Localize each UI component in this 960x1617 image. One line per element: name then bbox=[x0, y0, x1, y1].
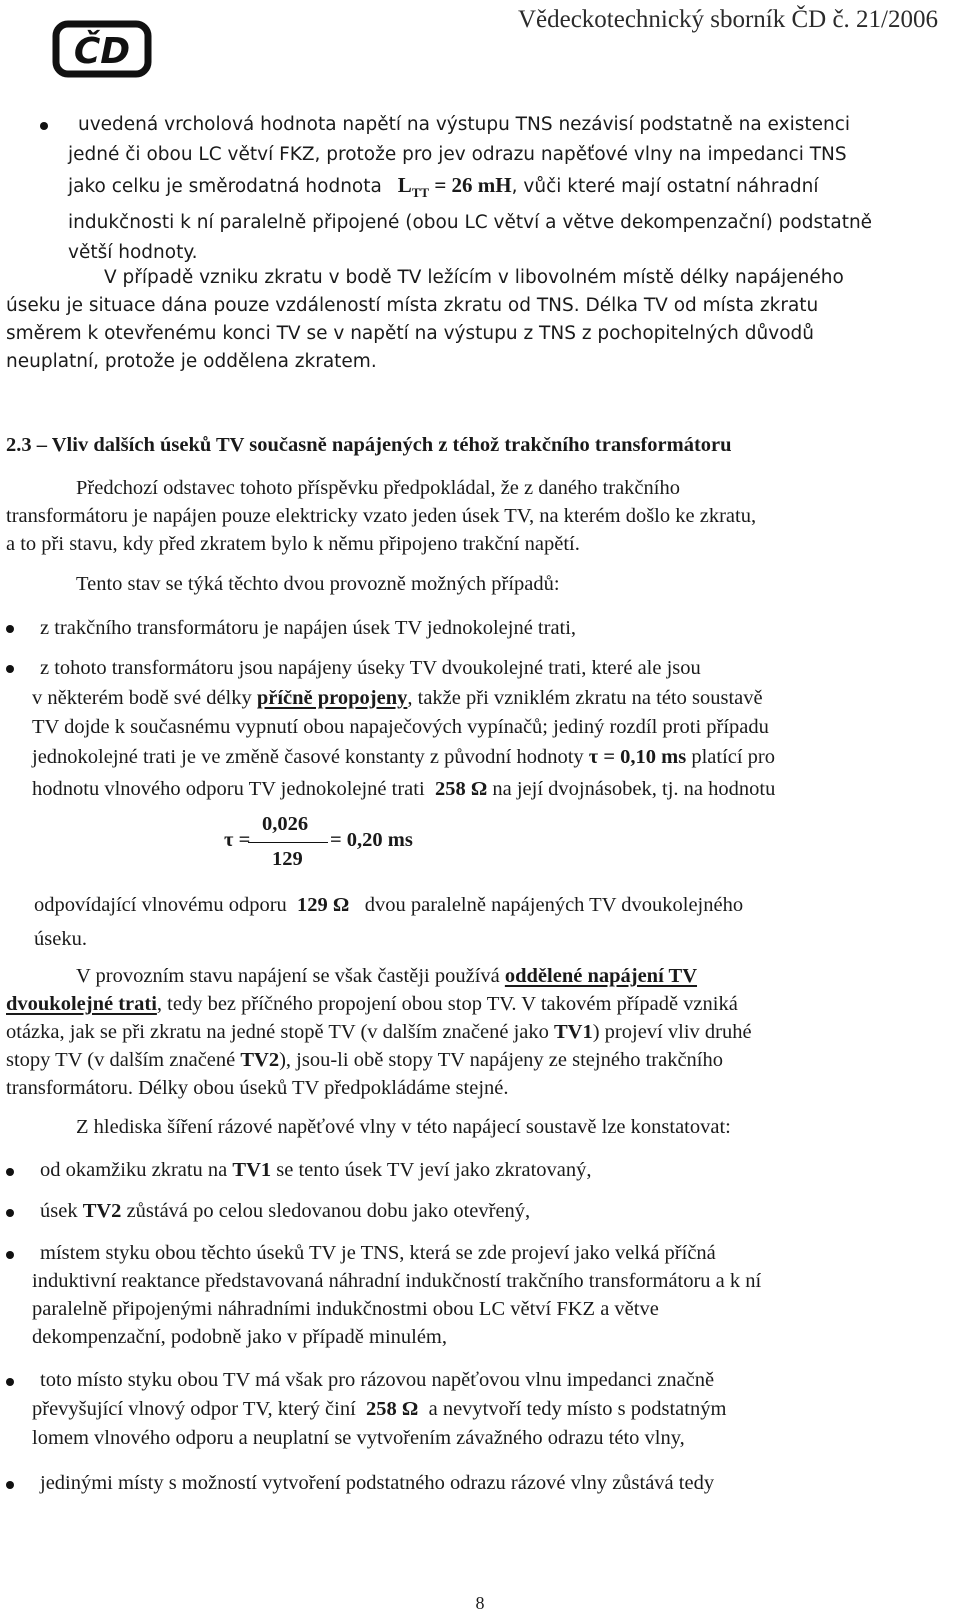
paragraph-provozni-stav: V provozním stavu napájení se však častěji používá oddělené napájení TV dvoukolejné trati, tedy bez příčného propojení obou stop TV. V takovém případě vzniká otázka, jak se při zkratu na jedné stopě TV (v dalším značené jako TV1) projeví vliv druhé stopy TV (v dalším značené TV2), jsou-li obě stopy TV napájeny ze stejného trakčního transformátoru. Délky obou úseků TV předpokládáme stejné. bbox=[6, 965, 752, 1099]
paragraph-predchozi: Předchozí odstavec tohoto příspěvku předpokládal, že z daného trakčního transformátoru je napájen pouze elektricky vzato jeden úsek TV, na kterém došlo ke zkratu, a to při stavu, kdy před zkratem bylo k němu připojeno trakční napětí. bbox=[6, 477, 757, 555]
bullet-icon bbox=[6, 665, 14, 673]
cd-logo-icon bbox=[52, 16, 152, 82]
section-heading: 2.3 – Vliv dalších úseků TV současně napájených z téhož trakčního transformátoru bbox=[6, 434, 732, 456]
list-item: od okamžiku zkratu na TV1 se tento úsek TV jeví jako zkratovaný, bbox=[40, 1159, 592, 1181]
case-item-1: z trakčního transformátoru je napájen úsek TV jednokolejné trati, bbox=[40, 617, 577, 639]
top-bullet-text: uvedená vrcholová hodnota napětí na výstupu TNS nezávisí podstatně na existenci jedné či obou LC větví FKZ, protože pro jev odrazu napěťové vlny na impedanci TNS jako celku je směrodatná hodnota $L_{TT} = 26$ mH, vůči které mají ostatní náhradní indukčnosti k ní paralelně připojené (obou LC větví a větve dekompenzační) podstatně větší hodnoty. bbox=[68, 114, 873, 264]
bullet-icon bbox=[6, 1378, 14, 1386]
formula-rhs: = 0,20 ms bbox=[330, 829, 413, 851]
list-item: jedinými místy s možností vytvoření podstatného odrazu rázové vlny zůstává tedy bbox=[40, 1472, 715, 1494]
formula-denominator: 129 bbox=[272, 848, 303, 870]
page-number: 8 bbox=[475, 1593, 485, 1613]
paragraph-zkrat: V případě vzniku zkratu v bodě TV ležícím v libovolném místě délky napájeného úseku je situace dána pouze vzdáleností místa zkratu od TNS. Délka TV od místa zkratu směrem k otevřenému konci TV se v napětí na výstupu z TNS z pochopitelných důvodů neuplatní, protože je oddělena zkratem. bbox=[6, 267, 844, 372]
bullet-icon bbox=[40, 122, 48, 130]
list-item: úsek TV2 zůstává po celou sledovanou dobu jako otevřený, bbox=[40, 1200, 531, 1222]
paragraph-tento-stav: Tento stav se týká těchto dvou provozně možných případů: bbox=[76, 573, 560, 595]
logo-text: ČD bbox=[73, 31, 131, 72]
fraction-bar bbox=[248, 842, 328, 843]
paragraph-odpovidajici: odpovídající vlnovému odporu 129 Ω dvou paralelně napájených TV dvoukolejného úseku. bbox=[34, 894, 744, 950]
list-item: místem styku obou těchto úseků TV je TNS, která se zde projeví jako velká příčná induktivní reaktance představovaná náhradní indukčností trakčního transformátoru a k ní paralelně připojenými náhradními indukčnostmi obou LC větví FKZ a větve dekompenzační, podobně jako v případě minulém, bbox=[32, 1242, 762, 1348]
bullet-icon bbox=[6, 1168, 14, 1176]
case-item-2: z tohoto transformátoru jsou napájeny úseky TV dvoukolejné trati, které ale jsou v některém bodě své délky příčně propojeny, takže při vzniklém zkratu na této soustavě TV dojde k současnému vypnutí obou napaječových vypínačů; jediný rozdíl proti případu jednokolejné trati je ve změně časové konstanty z původní hodnoty τ = 0,10 ms platící pro hodnotu vlnového odporu TV jednokolejné trati 258 Ω na její dvojnásobek, tj. na hodnotu bbox=[32, 657, 776, 800]
bullet-icon bbox=[6, 1209, 14, 1217]
paragraph-z-hlediska: Z hlediska šíření rázové napěťové vlny v této napájecí soustavě lze konstatovat: bbox=[76, 1116, 731, 1138]
bullet-icon bbox=[6, 1251, 14, 1259]
formula-lhs: τ = bbox=[224, 829, 251, 851]
formula-numerator: 0,026 bbox=[262, 813, 309, 835]
bullet-icon bbox=[6, 1481, 14, 1489]
bullet-icon bbox=[6, 625, 14, 633]
journal-title: Vědeckotechnický sborník ČD č. 21/2006 bbox=[517, 6, 938, 33]
list-item: toto místo styku obou TV má však pro rázovou napěťovou vlnu impedanci značně převyšující vlnový odpor TV, který činí 258 Ω a nevytvoří tedy místo s podstatným lomem vlnového odporu a neuplatní se vytvořením závažného odrazu této vlny, bbox=[32, 1369, 727, 1449]
